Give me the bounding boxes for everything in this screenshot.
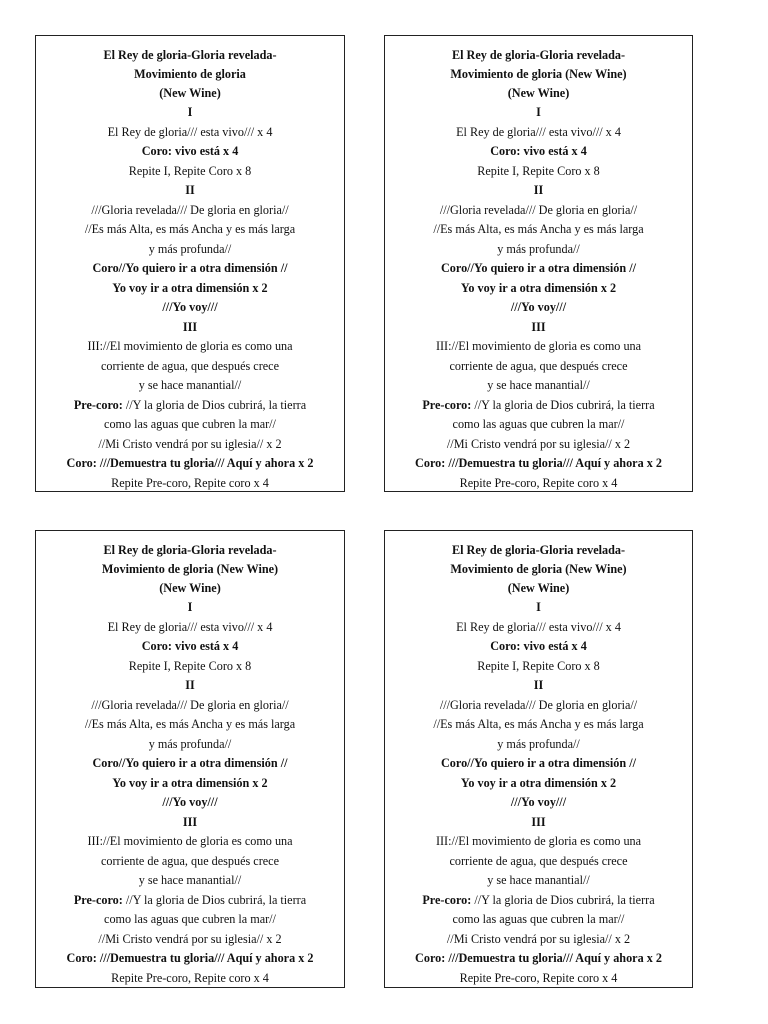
lyric-text: Repite Pre-coro, Repite coro x 4 — [111, 475, 269, 490]
song-title-line: Movimiento de gloria (New Wine) — [450, 562, 627, 576]
lyric-line — [36, 696, 344, 716]
lyric-bold-text: ///Yo voy/// — [162, 300, 218, 314]
lyric-bold-text: I — [187, 600, 193, 614]
lyric-bold-text: Coro: ///Demuestra tu gloria/// Aquí y ahora x 2 — [66, 951, 314, 965]
lyric-line — [36, 832, 344, 852]
song-title-line: El Rey de gloria-Gloria revelada- — [103, 48, 277, 62]
lyric-bold-text: ///Yo voy/// — [510, 300, 567, 314]
lyric-line — [385, 618, 692, 638]
lyric-bold-text: Yo voy ir a otra dimensión x 2 — [112, 280, 268, 295]
lyric-line — [36, 793, 344, 813]
song-title-line: Movimiento de gloria — [134, 67, 246, 81]
lyric-line — [36, 123, 344, 143]
lyric-text: //Y la gloria de Dios cubrirá, la tierra — [122, 397, 307, 412]
song-title-line: (New Wine) — [507, 86, 570, 100]
lyric-line — [385, 696, 692, 716]
lyric-line — [385, 598, 692, 618]
lyric-text: //Mi Cristo vendrá por su iglesia// x 2 — [446, 931, 631, 946]
lyric-line — [385, 774, 692, 794]
song-card-top-right — [384, 35, 693, 492]
lyric-line — [36, 396, 344, 416]
lyric-line — [36, 598, 344, 618]
lyric-line — [385, 930, 692, 950]
lyric-text: El Rey de gloria/// esta vivo/// x 4 — [456, 124, 621, 139]
lyric-line — [385, 162, 692, 182]
lyric-text: Repite Pre-coro, Repite coro x 4 — [459, 970, 618, 985]
lyric-line — [385, 103, 692, 123]
lyric-text: //Mi Cristo vendrá por su iglesia// x 2 — [98, 931, 282, 946]
lyric-text: //Y la gloria de Dios cubrirá, la tierra — [471, 892, 655, 907]
lyric-text: //Es más Alta, es más Ancha y es más larga — [433, 222, 644, 236]
lyric-line — [385, 201, 692, 221]
lyric-line — [385, 142, 692, 162]
lyric-text: III://El movimiento de gloria es como una — [435, 834, 642, 848]
lyric-bold-text: Coro//Yo quiero ir a otra dimensión // — [440, 756, 636, 770]
lyric-line — [385, 715, 692, 735]
lyric-text: //Es más Alta, es más Ancha y es más larga — [84, 222, 296, 236]
lyric-line — [385, 123, 692, 143]
lyric-line — [385, 657, 692, 677]
lyric-text: //Es más Alta, es más Ancha y es más larga — [433, 717, 644, 731]
lyric-line — [36, 910, 344, 930]
lyric-text: //Y la gloria de Dios cubrirá, la tierra — [471, 397, 655, 412]
lyric-bold-text: Coro: ///Demuestra tu gloria/// Aquí y ahora x 2 — [415, 456, 662, 470]
lyric-line — [36, 813, 344, 833]
lyric-text: Repite I, Repite Coro x 8 — [128, 163, 252, 178]
lyric-line — [36, 949, 344, 969]
lyric-line — [36, 852, 344, 872]
lyric-text: corriente de agua, que después crece — [449, 853, 628, 868]
lyric-line — [36, 376, 344, 396]
lyric-text: ///Gloria revelada/// De gloria en gloria// — [91, 697, 289, 712]
lyric-line — [385, 735, 692, 755]
lyric-bold-text: II — [185, 678, 195, 692]
lyric-line — [385, 949, 692, 969]
lyric-bold-text: Coro//Yo quiero ir a otra dimensión // — [92, 756, 288, 770]
lyric-line — [36, 220, 344, 240]
lyric-line — [36, 774, 344, 794]
lyric-text: y se hace manantial// — [138, 378, 242, 392]
lyric-line — [385, 754, 692, 774]
lyric-line — [36, 298, 344, 318]
lyric-line — [36, 201, 344, 221]
lyric-text: y más profunda// — [148, 736, 232, 751]
lyric-text: y se hace manantial// — [138, 873, 242, 887]
lyric-line — [385, 676, 692, 696]
lyric-line — [385, 298, 692, 318]
lyric-line — [36, 618, 344, 638]
lyric-text: y más profunda// — [148, 241, 232, 256]
lyric-text: Repite Pre-coro, Repite coro x 4 — [111, 970, 269, 985]
lyric-line — [385, 454, 692, 474]
lyric-line — [36, 715, 344, 735]
lyric-bold-text: Yo voy ir a otra dimensión x 2 — [460, 280, 617, 295]
song-title-line: Movimiento de gloria (New Wine) — [101, 562, 279, 576]
lyric-text: y se hace manantial// — [487, 378, 590, 392]
lyric-text: corriente de agua, que después crece — [101, 853, 279, 868]
lyric-line — [36, 735, 344, 755]
lyric-text: //Es más Alta, es más Ancha y es más larga — [84, 717, 296, 731]
lyric-bold-text: Pre-coro: — [422, 892, 472, 907]
lyric-text: y se hace manantial// — [487, 873, 590, 887]
lyric-line — [385, 181, 692, 201]
lyric-bold-text: Coro: vivo está x 4 — [141, 144, 239, 158]
song-title-line: (New Wine) — [159, 86, 221, 100]
lyric-text: Repite I, Repite Coro x 8 — [477, 658, 600, 673]
lyric-line — [385, 376, 692, 396]
lyric-bold-text: III — [182, 319, 198, 334]
lyric-line — [36, 279, 344, 299]
lyric-line — [36, 754, 344, 774]
lyric-text: III://El movimiento de gloria es como una — [87, 339, 293, 353]
lyric-bold-text: II — [185, 183, 195, 197]
lyric-bold-text: Yo voy ir a otra dimensión x 2 — [112, 775, 268, 790]
lyric-text: //Y la gloria de Dios cubrirá, la tierra — [122, 892, 307, 907]
song-card-bottom-left — [35, 530, 345, 988]
lyric-text: III://El movimiento de gloria es como una — [87, 834, 293, 848]
lyric-line — [36, 657, 344, 677]
lyric-line — [36, 181, 344, 201]
lyric-bold-text: II — [533, 678, 544, 692]
song-title-line: El Rey de gloria-Gloria revelada- — [451, 543, 626, 557]
song-title-line: Movimiento de gloria (New Wine) — [450, 67, 627, 81]
song-card-top-left — [35, 35, 345, 492]
lyric-line — [36, 930, 344, 950]
lyric-line — [36, 969, 344, 989]
lyric-bold-text: Coro: ///Demuestra tu gloria/// Aquí y ahora x 2 — [66, 456, 314, 470]
lyric-bold-text: Coro: vivo está x 4 — [490, 144, 587, 158]
lyric-line — [385, 813, 692, 833]
lyric-line — [36, 142, 344, 162]
lyric-text: corriente de agua, que después crece — [449, 358, 628, 373]
lyric-text: Repite I, Repite Coro x 8 — [477, 163, 600, 178]
lyric-bold-text: III — [182, 814, 198, 829]
lyric-text: corriente de agua, que después crece — [101, 358, 279, 373]
lyric-bold-text: Coro//Yo quiero ir a otra dimensión // — [92, 261, 288, 275]
lyric-line — [36, 103, 344, 123]
lyric-bold-text: Yo voy ir a otra dimensión x 2 — [460, 775, 617, 790]
lyric-line — [385, 220, 692, 240]
lyric-text: y más profunda// — [497, 241, 580, 256]
lyric-line — [36, 891, 344, 911]
lyric-line — [36, 637, 344, 657]
lyric-line — [36, 871, 344, 891]
lyric-line — [385, 969, 692, 989]
lyric-line — [385, 318, 692, 338]
lyric-line — [385, 240, 692, 260]
lyric-line — [36, 676, 344, 696]
lyric-text: y más profunda// — [497, 736, 580, 751]
song-title-line: (New Wine) — [159, 581, 221, 595]
lyric-text: Repite Pre-coro, Repite coro x 4 — [459, 475, 618, 490]
lyric-line — [36, 162, 344, 182]
lyric-line — [385, 891, 692, 911]
lyric-line — [36, 415, 344, 435]
lyric-line — [385, 832, 692, 852]
lyric-bold-text: I — [187, 105, 193, 119]
lyric-text: Repite I, Repite Coro x 8 — [128, 658, 252, 673]
lyric-line — [36, 337, 344, 357]
lyric-bold-text: Coro: vivo está x 4 — [490, 639, 587, 653]
lyric-text: como las aguas que cubren la mar// — [452, 417, 625, 431]
lyric-text: como las aguas que cubren la mar// — [104, 417, 276, 431]
lyric-text: //Mi Cristo vendrá por su iglesia// x 2 — [98, 436, 282, 451]
lyric-bold-text: Coro//Yo quiero ir a otra dimensión // — [440, 261, 636, 275]
lyric-text: ///Gloria revelada/// De gloria en gloria// — [91, 202, 289, 217]
lyric-line — [385, 337, 692, 357]
lyric-line — [385, 259, 692, 279]
lyric-text: El Rey de gloria/// esta vivo/// x 4 — [107, 619, 273, 634]
lyric-line — [36, 318, 344, 338]
lyric-bold-text: Pre-coro: — [73, 397, 123, 412]
lyric-text: El Rey de gloria/// esta vivo/// x 4 — [456, 619, 621, 634]
lyric-line — [36, 435, 344, 455]
lyric-text: ///Gloria revelada/// De gloria en gloria// — [439, 202, 638, 217]
lyric-line — [36, 240, 344, 260]
lyric-text: como las aguas que cubren la mar// — [452, 912, 625, 926]
lyric-text: como las aguas que cubren la mar// — [104, 912, 276, 926]
lyric-text: ///Gloria revelada/// De gloria en gloria// — [439, 697, 638, 712]
lyric-bold-text: Coro: vivo está x 4 — [141, 639, 239, 653]
lyric-bold-text: Pre-coro: — [422, 397, 472, 412]
lyric-text: El Rey de gloria/// esta vivo/// x 4 — [107, 124, 273, 139]
lyric-line — [36, 357, 344, 377]
song-title-line: El Rey de gloria-Gloria revelada- — [451, 48, 626, 62]
lyric-line — [385, 793, 692, 813]
lyric-bold-text: I — [536, 105, 541, 119]
lyric-bold-text: Coro: ///Demuestra tu gloria/// Aquí y ahora x 2 — [415, 951, 662, 965]
lyric-line — [36, 259, 344, 279]
lyric-bold-text: III — [531, 814, 546, 829]
lyric-bold-text: ///Yo voy/// — [162, 795, 218, 809]
lyric-line — [385, 435, 692, 455]
lyric-text: III://El movimiento de gloria es como una — [435, 339, 642, 353]
lyric-line — [385, 852, 692, 872]
lyric-bold-text: Pre-coro: — [73, 892, 123, 907]
lyric-line — [385, 396, 692, 416]
lyric-line — [36, 454, 344, 474]
lyric-line — [385, 910, 692, 930]
song-card-bottom-right — [384, 530, 693, 988]
lyric-bold-text: II — [533, 183, 544, 197]
lyric-line — [36, 474, 344, 494]
lyric-line — [385, 279, 692, 299]
song-title-line: El Rey de gloria-Gloria revelada- — [103, 543, 277, 557]
lyric-line — [385, 871, 692, 891]
lyric-bold-text: III — [531, 319, 546, 334]
lyric-bold-text: I — [536, 600, 541, 614]
lyric-text: //Mi Cristo vendrá por su iglesia// x 2 — [446, 436, 631, 451]
lyric-line — [385, 474, 692, 494]
lyric-bold-text: ///Yo voy/// — [510, 795, 567, 809]
song-title-line: (New Wine) — [507, 581, 570, 595]
lyric-line — [385, 637, 692, 657]
lyric-line — [385, 357, 692, 377]
lyric-line — [385, 415, 692, 435]
